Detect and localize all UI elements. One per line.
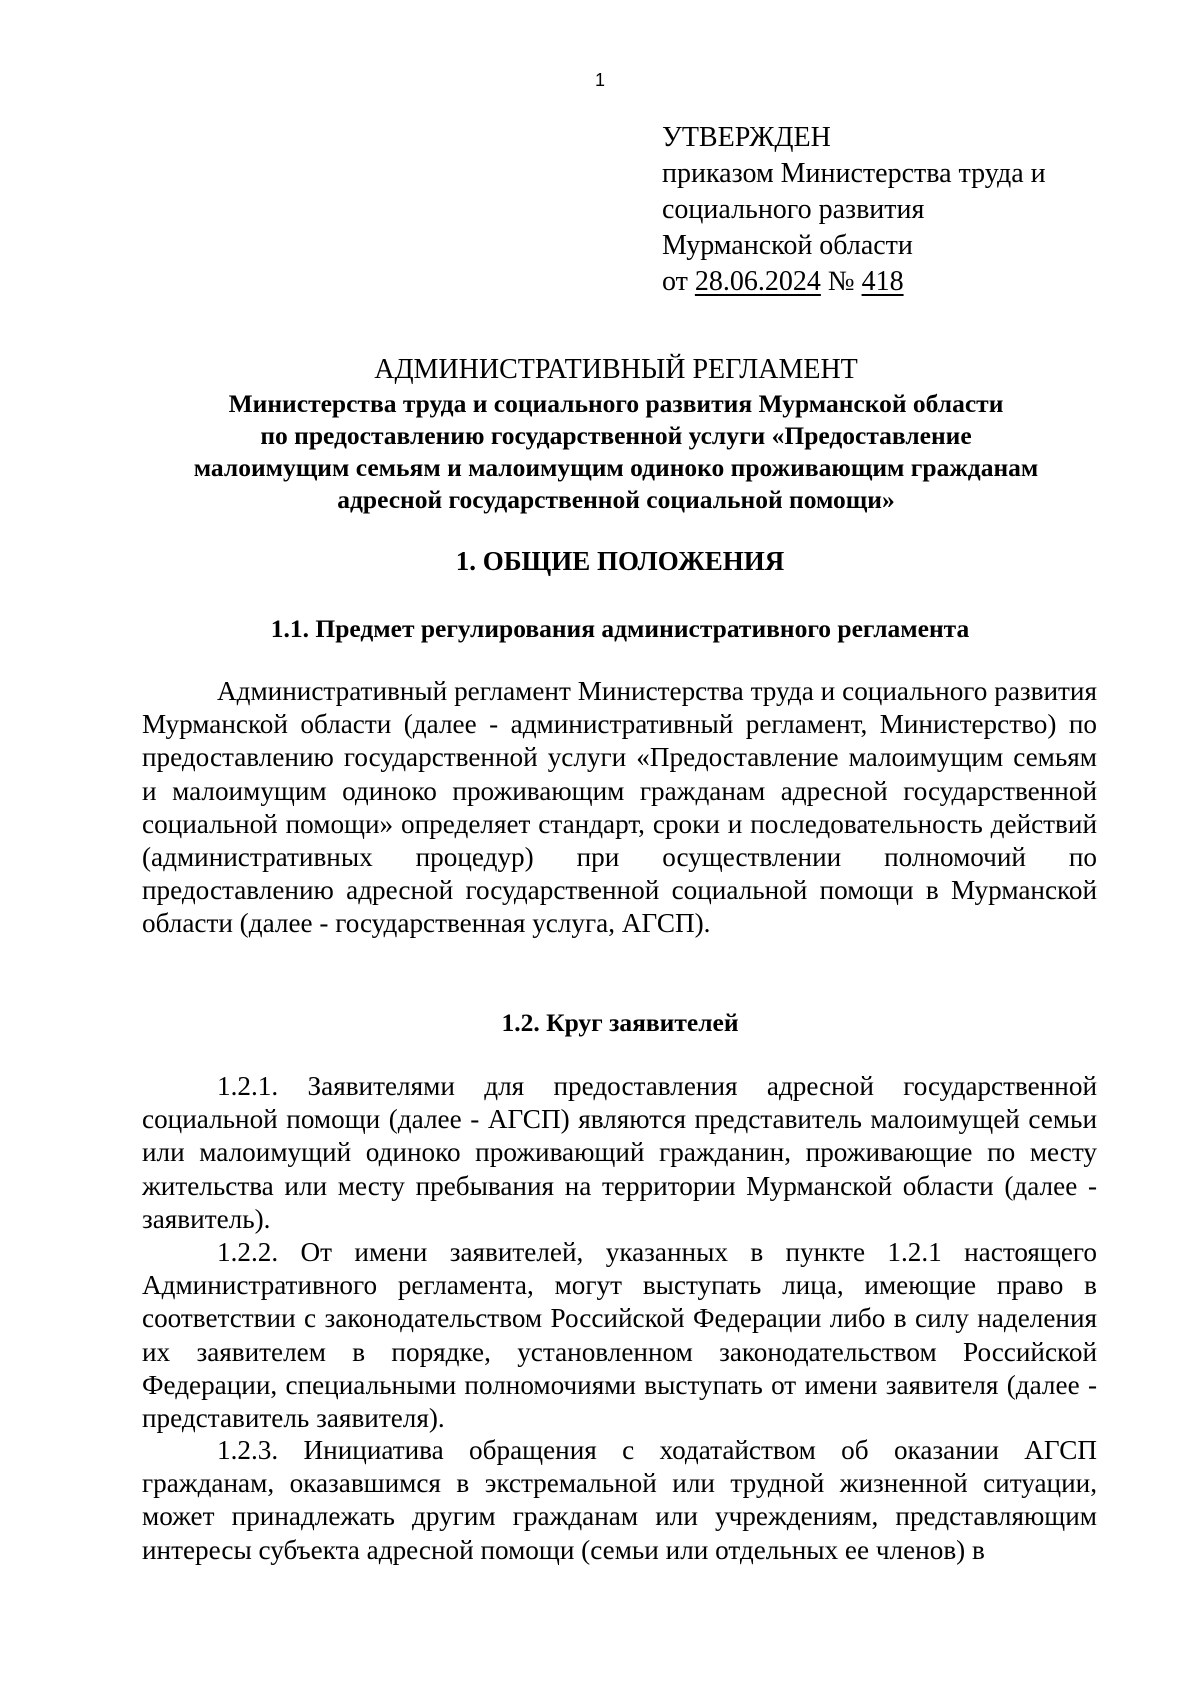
approval-line: социального развития: [662, 194, 925, 225]
section-heading-applicants: 1.2. Круг заявителей: [501, 1008, 739, 1037]
document-title-main: АДМИНИСТРАТИВНЫЙ РЕГЛАМЕНТ: [374, 354, 858, 385]
page-number: 1: [594, 70, 605, 90]
paragraph-1-2-3: 1.2.3. Инициатива обращения с ходатайством об оказании АГСП гражданам, оказавшимся в экстремальной или трудной жизненной ситуации, может принадлежать другим гражданам или учреждениям, представляющим интересы субъекта адресной помощи (семьи или отдельных ее членов) в: [142, 1435, 1097, 1565]
section-heading-general: 1. ОБЩИЕ ПОЛОЖЕНИЯ: [455, 546, 785, 576]
document-title-line: по предоставлению государственной услуги «Предоставление: [260, 421, 972, 450]
paragraph-subject: Административный регламент Министерства труда и социального развития Мурманской области (далее - административный регламент, Министерство) по предоставлению государственной услуги «Предоставление малоимущим семьям и малоимущим одиноко проживающим гражданам адресной государственной социальной помощи» определяет стандарт, сроки и последовательность действий (административных процедур) при осуществлении полномочий по предоставлению адресной государственной социальной помощи в Мурманской области (далее - государственная услуга, АГСП).: [142, 676, 1097, 939]
approval-number: 418: [861, 266, 904, 297]
document-title: [120, 352, 1112, 516]
approval-title: УТВЕРЖДЕН: [662, 122, 831, 153]
document-title-line: адресной государственной социальной помощи»: [337, 485, 895, 514]
approval-line: Мурманской области: [662, 230, 913, 261]
approval-date: 28.06.2024: [694, 266, 821, 297]
paragraph-1-2-2: 1.2.2. От имени заявителей, указанных в пункте 1.2.1 настоящего Административного регламента, могут выступать лица, имеющие право в соответствии с законодательством Российской Федерации либо в силу наделения их заявителем в порядке, установленном законодательством Российской Федерации, специальными полномочиями выступать от имени заявителя (далее - представитель заявителя).: [142, 1237, 1097, 1434]
approval-prefix: от: [662, 266, 688, 297]
approval-stamp-block: [662, 120, 1046, 300]
document-title-line: Министерства труда и социального развития Мурманской области: [228, 389, 1004, 418]
approval-line: приказом Министерства труда и: [662, 158, 1046, 189]
paragraph-1-2-1: 1.2.1. Заявителями для предоставления адресной государственной социальной помощи (далее - АГСП) являются представитель малоимущей семьи или малоимущий одиноко проживающий гражданин, проживающие по месту жительства или месту пребывания на территории Мурманской области (далее - заявитель).: [142, 1071, 1097, 1234]
approval-number-sign: №: [827, 266, 855, 297]
document-title-line: малоимущим семьям и малоимущим одиноко проживающим гражданам: [193, 453, 1039, 482]
section-heading-subject: 1.1. Предмет регулирования административного регламента: [270, 614, 970, 643]
approval-date-line: [662, 264, 1046, 300]
